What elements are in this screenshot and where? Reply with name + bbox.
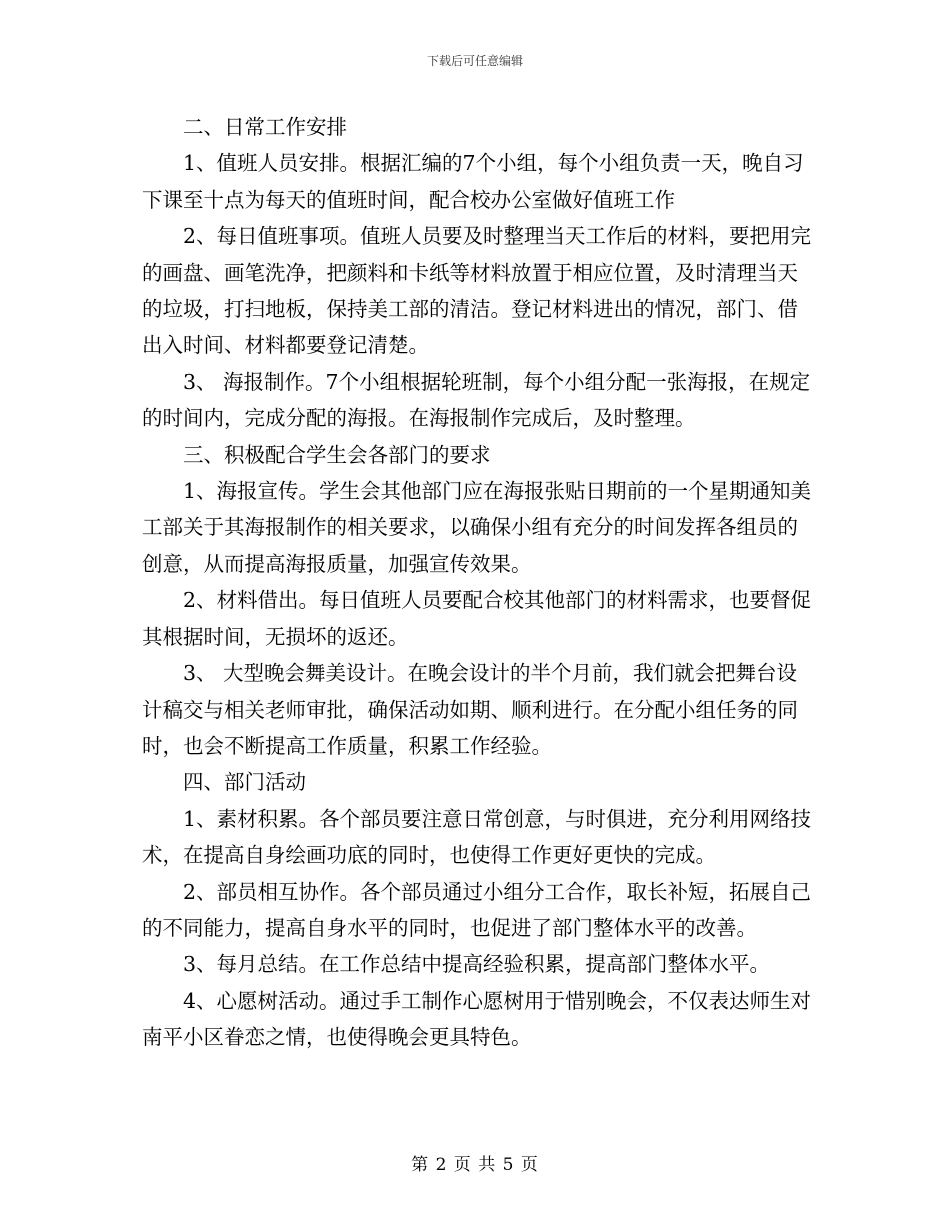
paragraph-cooperation: 2、部员相互协作。各个部员通过小组分工合作，取长补短，拓展自己的不同能力，提高自身水平的同时，也促进了部门整体水平的改善。 <box>142 879 812 940</box>
paragraph-poster-making: 3、 海报制作。7个小组根据轮班制，每个小组分配一张海报，在规定的时间内，完成分配的海报。在海报制作完成后，及时整理。 <box>142 369 811 431</box>
page-header: 下载后可任意编辑 <box>426 54 523 68</box>
paragraph-stage-design: 3、 大型晚会舞美设计。在晚会设计的半个月前，我们就会把舞台设计稿交与相关老师审批，确保活动如期、顺利进行。在分配小组任务的同时，也会不断提高工作质量，积累工作经验。 <box>142 661 798 758</box>
paragraph-monthly-summary: 3、每月总结。在工作总结中提高经验积累，提高部门整体水平。 <box>183 952 771 977</box>
paragraph-daily-duty-items: 2、每日值班事项。值班人员要及时整理当天工作后的材料，要把用完的画盘、画笔洗净，把颜料和卡纸等材料放置于相应位置，及时清理当天的垃圾，打扫地板，保持美工部的清洁。登记材料进出的情况，部门、借出入时间、材料都要登记清楚。 <box>142 224 812 358</box>
section-heading-daily-work: 二、日常工作安排 <box>183 115 347 139</box>
paragraph-material-accumulation: 1、素材积累。各个部员要注意日常创意，与时俱进，充分利用网络技术，在提高自身绘画功底的同时，也使得工作更好更快的完成。 <box>142 806 812 868</box>
section-heading-activities: 四、部门活动 <box>183 770 306 795</box>
paragraph-wish-tree: 4、心愿树活动。通过手工制作心愿树用于惜别晚会，不仅表达师生对南平小区眷恋之情，也使得晚会更具特色。 <box>142 988 812 1050</box>
paragraph-duty-staff: 1、值班人员安排。根据汇编的7个小组，每个小组负责一天，晚自习下课至十点为每天的值班时间，配合校办公室做好值班工作 <box>142 151 804 212</box>
paragraph-material-lending: 2、材料借出。每日值班人员要配合校其他部门的材料需求，也要督促其根据时间，无损坏的返还。 <box>142 588 812 649</box>
paragraph-poster-promotion: 1、海报宣传。学生会其他部门应在海报张贴日期前的一个星期通知美工部关于其海报制作的相关要求，以确保小组有充分的时间发挥各组员的创意，从而提高海报质量，加强宣传效果。 <box>142 479 812 576</box>
section-heading-cooperation: 三、积极配合学生会各部门的要求 <box>183 442 491 467</box>
document-body <box>142 109 812 1056</box>
page-footer: 第 2 页 共 5 页 <box>411 1155 539 1175</box>
